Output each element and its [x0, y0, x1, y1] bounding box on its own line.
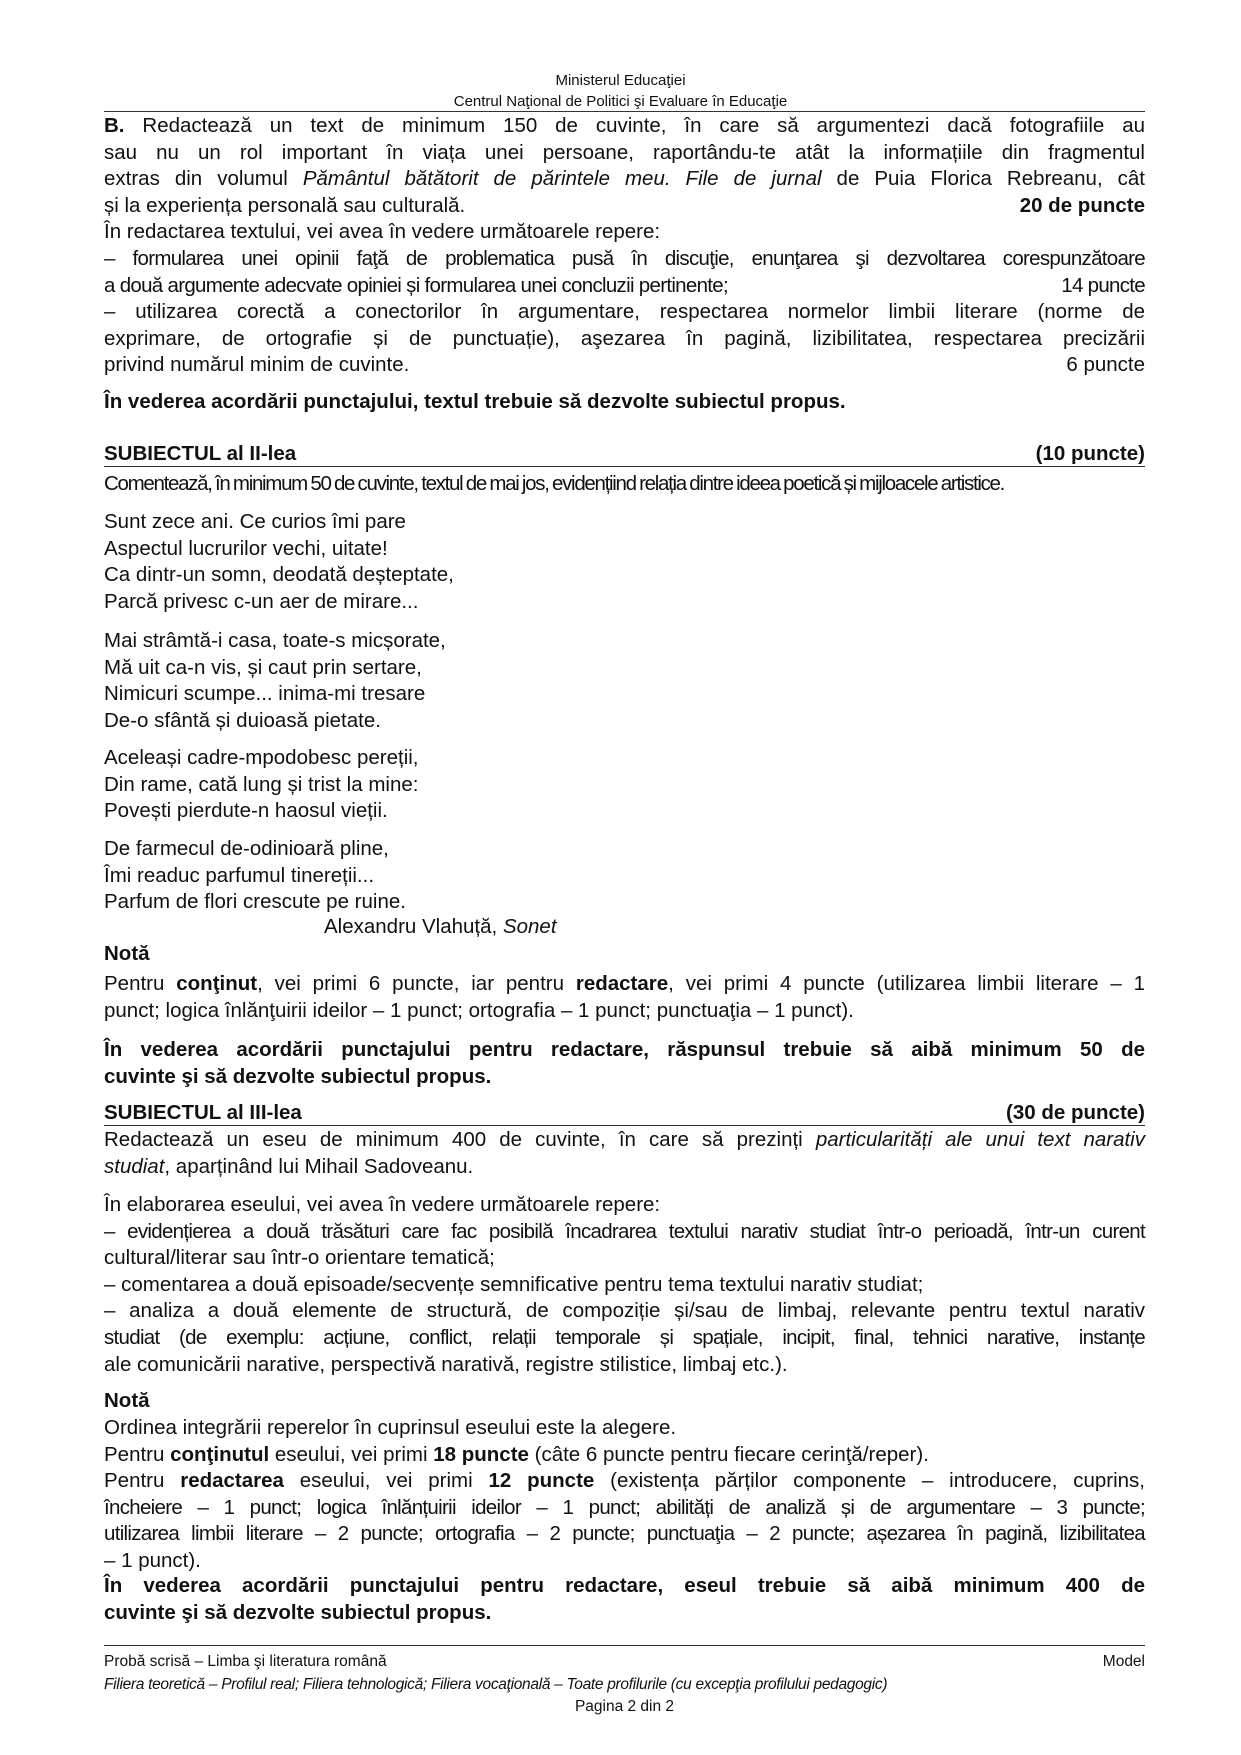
text-segment: De farmecul de-odinioară pline,: [104, 837, 389, 860]
poem-stanza: [104, 628, 1145, 734]
text-segment: conţinut: [176, 972, 258, 995]
points-label: [1066, 352, 1145, 379]
text-line: [324, 914, 1124, 941]
text-segment: redactare: [575, 972, 669, 995]
text-segment: 20 de puncte: [1019, 193, 1145, 217]
footer-model: Model: [1102, 1653, 1145, 1670]
page-header: [0, 70, 1241, 112]
text-line: [104, 1600, 1145, 1627]
text-segment: sau nu un rol important în viața unei persoane, raportându-te atât la informațiile din fragmentul: [104, 140, 1145, 164]
text-segment: (10 puncte): [1035, 442, 1145, 465]
text-segment: Alexandru Vlahuță,: [324, 915, 503, 938]
text-segment: încheiere – 1 punct; logica înlănțuirii ideilor – 1 punct; abilități de analiză și de argumentare – 3 puncte;: [104, 1495, 1145, 1519]
points-label: [1006, 1101, 1145, 1125]
text-segment: cultural/literar sau într-o orientare tematică;: [104, 1246, 495, 1270]
text-segment: și la experiența personală sau culturală.: [104, 193, 466, 217]
text-line: [104, 1442, 1145, 1469]
text-segment: De-o sfântă și duioasă pietate.: [104, 708, 381, 732]
text-line: [104, 273, 1145, 300]
text-segment: Parfum de flori crescute pe ruine.: [104, 890, 406, 914]
text-line: [104, 681, 1145, 708]
text-line: [104, 772, 1145, 799]
part-b-note: [104, 389, 1145, 416]
line-text: [104, 352, 409, 379]
ministry-name: Ministerul Educaţiei: [555, 72, 686, 89]
text-line: [104, 1548, 1145, 1575]
text-line: [104, 193, 1145, 220]
text-line: [104, 1495, 1145, 1522]
text-line: [104, 471, 1145, 498]
page-footer: [104, 1651, 1145, 1719]
poem-stanza: [104, 509, 1145, 615]
text-segment: , vei primi 4 puncte (utilizarea limbii literare – 1: [668, 972, 1145, 995]
text-line: [104, 246, 1145, 273]
subject-3-task: [104, 1127, 1145, 1180]
poem-stanza: [104, 745, 1145, 825]
subject-3-guidelines: [104, 1192, 1145, 1378]
points-label: [1036, 442, 1145, 466]
text-segment: SUBIECTUL al III-lea: [104, 1101, 302, 1124]
text-segment: Îmi readuc parfumul tinereții...: [104, 863, 375, 887]
text-line: [104, 745, 1145, 772]
text-line: [104, 1192, 1145, 1219]
text-segment: eseului, vei primi: [269, 1442, 434, 1466]
text-line: [104, 971, 1145, 998]
text-line: [104, 863, 1145, 890]
text-segment: eseului, vei primi: [283, 1469, 489, 1493]
text-line: [104, 1127, 1145, 1154]
text-line: [104, 389, 1145, 416]
line-text: [104, 1101, 302, 1125]
text-line: [104, 1415, 1145, 1442]
footer-profile: Filiera teoretică – Profilul real; Filiera tehnologică; Filiera vocaţională – Toate profilurile (cu excepţia profilului pedagogic): [104, 1675, 888, 1693]
text-segment: (existența părților componente – introducere, cuprins,: [594, 1469, 1145, 1493]
line-text: [104, 273, 728, 300]
text-segment: , aparținând lui Mihail Sadoveanu.: [164, 1154, 474, 1178]
footer-subject: Probă scrisă – Limba şi literatura română: [104, 1653, 387, 1670]
text-segment: 14 puncte: [1061, 273, 1145, 297]
text-segment: privind numărul minim de cuvinte.: [104, 353, 410, 377]
text-segment: 18 puncte: [433, 1442, 529, 1466]
text-segment: Mă uit ca-n vis, și caut prin sertare,: [104, 655, 422, 679]
text-line: [104, 589, 1145, 616]
points-label: [1020, 193, 1145, 220]
text-segment: Ordinea integrării reperelor în cuprinsul eseului este la alegere.: [104, 1416, 677, 1439]
text-segment: conţinutul: [170, 1442, 270, 1466]
text-line: [104, 1154, 1145, 1181]
subject-2-header: [104, 442, 1145, 467]
footer-rule: [104, 1645, 1145, 1646]
text-segment: punct; logica înlănţuirii ideilor – 1 punct; ortografia – 1 punct; punctuaţia – 1 punct).: [104, 998, 854, 1022]
subject-2-task: [104, 471, 1145, 498]
text-segment: Parcă privesc c-un aer de mirare...: [104, 589, 419, 613]
text-segment: Sunt zece ani. Ce curios îmi pare: [104, 510, 406, 533]
text-segment: Povești pierdute-n haosul vieții.: [104, 799, 388, 823]
text-line: [104, 442, 1145, 466]
text-segment: Ca dintr-un somn, deodată deșteptate,: [104, 563, 454, 587]
text-line: [104, 299, 1145, 326]
text-segment: Aceleași cadre-mpodobesc pereții,: [104, 746, 419, 769]
text-segment: 6 puncte: [1066, 353, 1145, 377]
text-segment: – analiza a două elemente de structură, de compoziție și/sau de limbaj, relevante pentru textul narativ: [104, 1299, 1145, 1323]
text-segment: – comentarea a două episoade/secvențe semnificative pentru tema textului narativ studiat;: [104, 1272, 924, 1296]
text-segment: Pentru: [104, 972, 177, 995]
text-line: [104, 1037, 1145, 1064]
text-segment: Nimicuri scumpe... inima-mi tresare: [104, 682, 426, 706]
text-segment: utilizarea limbii literare – 2 puncte; ortografia – 2 puncte; punctuaţia – 2 puncte; așezarea în pagină, lizibilitatea: [104, 1522, 1145, 1546]
text-line: [104, 1219, 1145, 1246]
subject-2-note-title: [104, 941, 1145, 968]
text-segment: Redactează un text de minimum 150 de cuvinte, în care să argumentezi dacă fotografiile au: [124, 114, 1145, 137]
text-segment: (30 de puncte): [1006, 1101, 1145, 1124]
text-segment: Pentru: [104, 1442, 171, 1466]
text-segment: , vei primi 6 puncte, iar pentru: [257, 972, 576, 995]
text-segment: Comentează, în minimum 50 de cuvinte, textul de mai jos, evidențiind relația dintre ideea poetică și mijloacele artistice.: [104, 472, 1005, 495]
text-segment: cuvinte şi să dezvolte subiectul propus.: [104, 1600, 492, 1624]
text-segment: redactarea: [180, 1469, 284, 1493]
text-line: [104, 1064, 1145, 1091]
text-segment: B.: [104, 114, 125, 137]
text-segment: Aspectul lucrurilor vechi, uitate!: [104, 536, 388, 560]
text-line: [104, 1298, 1145, 1325]
center-name: Centrul Naţional de Politici şi Evaluare în Educaţie: [453, 93, 788, 110]
text-segment: Notă: [104, 942, 150, 965]
text-line: [104, 113, 1145, 140]
text-line: [104, 1325, 1145, 1352]
text-segment: Mai strâmtă-i casa, toate-s micșorate,: [104, 629, 446, 652]
text-line: [104, 998, 1145, 1025]
text-segment: a două argumente adecvate opiniei și formularea unei concluzii pertinente;: [104, 273, 728, 297]
text-line: [104, 140, 1145, 167]
text-segment: În vederea acordării punctajului pentru redactare, eseul trebuie să aibă minimum 400 de: [104, 1574, 1145, 1597]
text-line: [104, 1101, 1145, 1125]
part-b-task: [104, 113, 1145, 379]
subject-3-header: [104, 1101, 1145, 1126]
text-line: [104, 1468, 1145, 1495]
text-line: [104, 536, 1145, 563]
text-segment: Pământul bătătorit de părintele meu. File de jurnal: [302, 167, 822, 191]
line-text: [104, 193, 465, 220]
poem-stanza: [104, 836, 1145, 916]
text-segment: SUBIECTUL al II-lea: [104, 442, 297, 465]
text-segment: În elaborarea eseului, vei avea în vedere următoarele repere:: [104, 1193, 661, 1216]
text-line: [104, 941, 1145, 968]
subject-2-note: [104, 971, 1145, 1024]
text-segment: exprimare, de ortografie și de punctuație), aşezarea în pagină, lizibilitatea, respectarea precizării: [104, 326, 1145, 350]
text-line: [104, 562, 1145, 589]
text-segment: cuvinte şi să dezvolte subiectul propus.: [104, 1064, 492, 1088]
text-segment: Sonet: [502, 915, 557, 938]
text-line: [104, 352, 1145, 379]
text-segment: – 1 punct).: [104, 1548, 201, 1572]
text-line: [104, 798, 1145, 825]
page-number: Pagina 2 din 2: [574, 1698, 675, 1715]
text-line: [104, 708, 1145, 735]
text-line: [104, 219, 1145, 246]
subject-2-requirement: [104, 1037, 1145, 1090]
subject-3-requirement: [104, 1573, 1145, 1626]
text-line: [104, 1352, 1145, 1379]
text-segment: Din rame, cată lung și trist la mine:: [104, 772, 419, 796]
text-segment: – formularea unei opinii faţă de problematica pusă în discuţie, enunţarea şi dezvoltarea corespunzătoare: [104, 246, 1145, 270]
line-text: [104, 442, 296, 466]
text-segment: 12 puncte: [488, 1469, 595, 1493]
text-segment: studiat: [104, 1154, 165, 1178]
text-line: [104, 1388, 1145, 1415]
text-line: [104, 1573, 1145, 1600]
text-line: [104, 889, 1145, 916]
points-label: [1061, 273, 1145, 300]
text-segment: În redactarea textului, vei avea în vedere următoarele repere:: [104, 220, 661, 244]
text-segment: extras din volumul: [104, 167, 303, 191]
text-segment: studiat (de exemplu: acțiune, conflict, relații temporale și spațiale, incipit, final, tehnici narative, instanțe: [104, 1325, 1145, 1349]
text-line: [104, 1272, 1145, 1299]
text-segment: particularități ale unui text narativ: [815, 1128, 1145, 1151]
text-line: [104, 326, 1145, 353]
subject-3-note-title: [104, 1388, 1145, 1415]
text-segment: Notă: [104, 1389, 150, 1412]
text-line: [104, 166, 1145, 193]
text-line: [104, 628, 1145, 655]
text-segment: – evidențierea a două trăsături care fac posibilă încadrarea textului narativ studiat într-o perioadă, într-un curent: [104, 1219, 1145, 1243]
text-line: [104, 836, 1145, 863]
text-line: [104, 655, 1145, 682]
text-segment: În vederea acordării punctajului, textul trebuie să dezvolte subiectul propus.: [104, 390, 846, 413]
text-segment: ale comunicării narative, perspectivă narativă, registre stilistice, limbaj etc.).: [104, 1352, 788, 1376]
text-line: [104, 1245, 1145, 1272]
text-segment: În vederea acordării punctajului pentru redactare, răspunsul trebuie să aibă minimum 50 de: [104, 1038, 1145, 1061]
text-segment: Redactează un eseu de minimum 400 de cuvinte, în care să prezinți: [104, 1128, 816, 1151]
text-segment: – utilizarea corectă a conectorilor în argumentare, respectarea normelor limbii literare (norme de: [104, 300, 1145, 324]
poem-author: [324, 914, 1124, 941]
text-segment: (câte 6 puncte pentru fiecare cerinţă/reper).: [528, 1442, 929, 1466]
text-line: [104, 509, 1145, 536]
text-line: [104, 1521, 1145, 1548]
header-rule: [104, 111, 1145, 112]
text-segment: de Puia Florica Rebreanu, cât: [821, 167, 1145, 191]
text-segment: Pentru: [104, 1469, 181, 1493]
subject-3-note: [104, 1415, 1145, 1575]
